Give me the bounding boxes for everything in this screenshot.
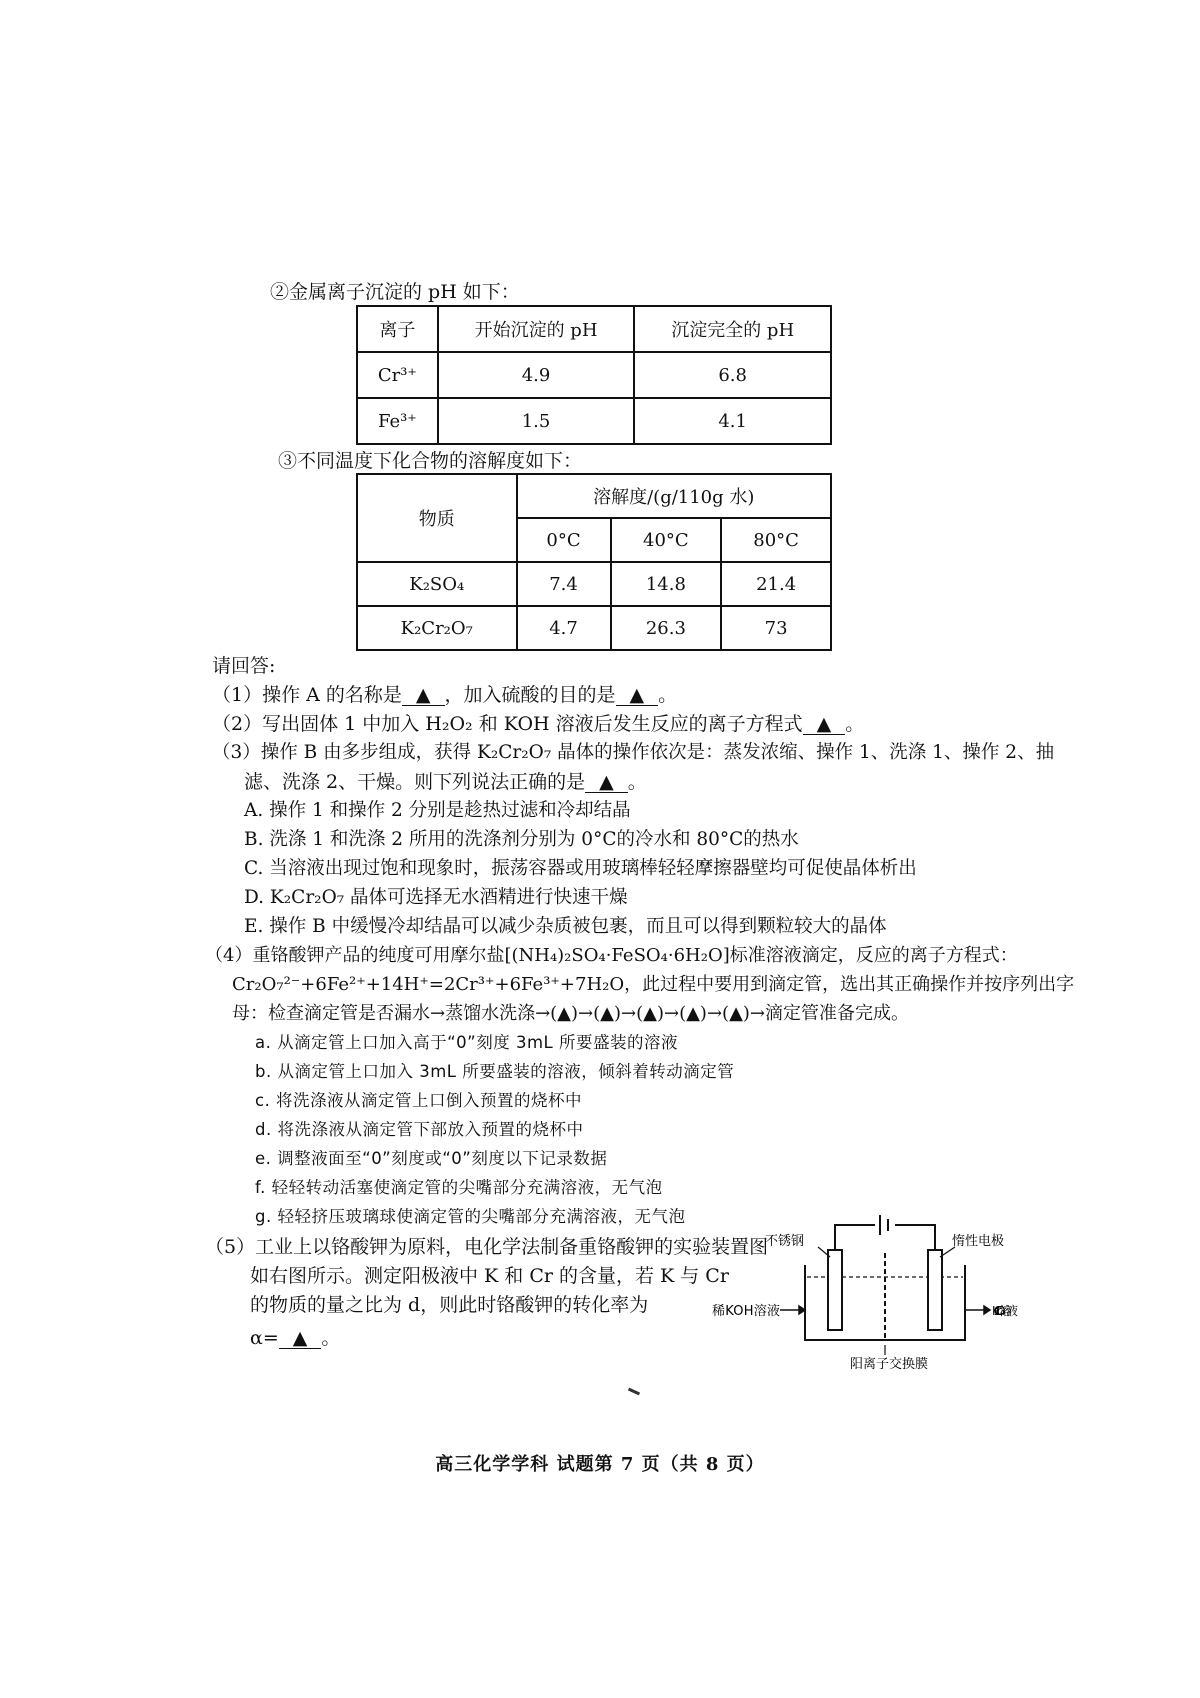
value-cell: 7.4: [517, 562, 611, 606]
question-1-text-c: 。: [658, 684, 678, 706]
battery-icon: [835, 1215, 935, 1257]
ion-cell: Cr³⁺: [357, 352, 438, 398]
ion-cell: Fe³⁺: [357, 398, 438, 444]
table-row: [357, 398, 831, 444]
outflow-arrow-icon: [965, 1306, 990, 1314]
question-5-line-4: [250, 1325, 340, 1351]
value-cell: 21.4: [721, 562, 831, 606]
header-substance: 物质: [357, 474, 517, 562]
header-temp: 40°C: [611, 518, 722, 562]
right-solution-label: K₂CrO₄溶液: [992, 1304, 1018, 1318]
option-b: b. 从滴定管上口加入 3mL 所要盛装的溶液，倾斜着转动滴定管: [255, 1062, 735, 1081]
option-g: g. 轻轻挤压玻璃球使滴定管的尖嘴部分充满溶液，无气泡: [255, 1207, 686, 1226]
left-electrode-label: 不锈钢: [765, 1234, 805, 1249]
question-3-line-2: [244, 769, 647, 795]
option-d: D. K₂Cr₂O₇ 晶体可选择无水酒精进行快速干燥: [244, 887, 628, 908]
header-ion: 离子: [357, 306, 438, 352]
stray-mark: [628, 1388, 640, 1396]
table-row: [357, 352, 831, 398]
header-temp: 0°C: [517, 518, 611, 562]
answer-blank[interactable]: ▲: [402, 685, 445, 706]
question-1-text-a: （1）操作 A 的名称是: [212, 684, 402, 706]
answer-blank[interactable]: ▲: [279, 1328, 322, 1349]
inflow-arrow-icon: [780, 1306, 805, 1314]
question-3-text-a: 滤、洗涤 2、干燥。则下列说法正确的是: [244, 771, 586, 793]
value-cell: 14.8: [611, 562, 722, 606]
option-b: B. 洗涤 1 和洗涤 2 所用的洗涤剂分别为 0°C的冷水和 80°C的热水: [244, 829, 799, 850]
answer-prompt: 请回答:: [212, 655, 276, 677]
option-e: E. 操作 B 中缓慢冷却结晶可以减少杂质被包裹，而且可以得到颗粒较大的晶体: [244, 916, 887, 937]
header-start-ph: 开始沉淀的 pH: [438, 306, 635, 352]
question-1: [212, 682, 677, 708]
answer-blank[interactable]: ▲: [803, 714, 846, 735]
question-4-line-1: （4）重铬酸钾产品的纯度可用摩尔盐[(NH₄)₂SO₄·FeSO₄·6H₂O]标准溶液滴定，反应的离子方程式：: [205, 945, 1018, 966]
question-4-line-3: 母：检查滴定管是否漏水→蒸馏水洗涤→(▲)→(▲)→(▲)→(▲)→(▲)→滴定管准备完成。: [232, 1003, 910, 1024]
table2-intro: ②金属离子沉淀的 pH 如下：: [270, 281, 520, 303]
complete-ph-cell: 6.8: [634, 352, 831, 398]
option-a: a. 从滴定管上口加入高于“0”刻度 3mL 所要盛装的溶液: [255, 1033, 678, 1052]
inert-electrode-icon: [928, 1250, 942, 1330]
question-4-line-2: Cr₂O₇²⁻+6Fe²⁺+14H⁺=2Cr³⁺+6Fe³⁺+7H₂O，此过程中要用到滴定管，选出其正确操作并按序列出字: [232, 974, 1075, 995]
question-2-text-b: 。: [845, 713, 865, 735]
question-2: [212, 711, 864, 737]
membrane-label: 阳离子交换膜: [850, 1357, 929, 1372]
question-3-text-b: 。: [627, 771, 647, 793]
stainless-steel-electrode-icon: [828, 1250, 842, 1330]
electrolysis-diagram: [712, 1205, 1020, 1375]
right-electrode-label: 惰性电极: [952, 1234, 1005, 1249]
substance-cell: K₂Cr₂O₇: [357, 606, 517, 650]
option-c: c. 将洗涤液从滴定管上口倒入预置的烧杯中: [255, 1091, 583, 1110]
value-cell: 73: [721, 606, 831, 650]
complete-ph-cell: 4.1: [634, 398, 831, 444]
question-3-line-1: （3）操作 B 由多步组成，获得 K₂Cr₂O₇ 晶体的操作依次是：蒸发浓缩、操作 1、洗涤 1、操作 2、抽: [212, 742, 1055, 763]
value-cell: 4.7: [517, 606, 611, 650]
header-complete-ph: 沉淀完全的 pH: [634, 306, 831, 352]
answer-blank[interactable]: ▲: [585, 772, 628, 793]
alpha-label: α=: [250, 1327, 279, 1349]
question-5-line-2: 如右图所示。测定阳极液中 K 和 Cr 的含量，若 K 与 Cr: [250, 1265, 729, 1287]
start-ph-cell: 4.9: [438, 352, 635, 398]
value-cell: 26.3: [611, 606, 722, 650]
left-solution-label: 稀KOH溶液: [712, 1304, 780, 1319]
question-2-text-a: （2）写出固体 1 中加入 H₂O₂ 和 KOH 溶液后发生反应的离子方程式: [212, 713, 803, 735]
question-5-text-end: 。: [321, 1327, 341, 1349]
option-e: e. 调整液面至“0”刻度或“0”刻度以下记录数据: [255, 1149, 608, 1168]
header-solubility: 溶解度/(g/110g 水): [517, 474, 831, 518]
answer-blank[interactable]: ▲: [616, 685, 659, 706]
question-1-text-b: ，加入硫酸的目的是: [444, 684, 616, 706]
option-f: f. 轻轻转动活塞使滴定管的尖嘴部分充满溶液，无气泡: [255, 1178, 663, 1197]
table-row: [357, 606, 831, 650]
precipitation-ph-table: [356, 305, 832, 445]
table3-intro: ③不同温度下化合物的溶解度如下：: [278, 450, 583, 472]
table-header-row: [357, 306, 831, 352]
table-header-row: [357, 474, 831, 518]
option-a: A. 操作 1 和操作 2 分别是趁热过滤和冷却结晶: [244, 800, 631, 821]
table-row: [357, 562, 831, 606]
question-5-line-3: 的物质的量之比为 d，则此时铬酸钾的转化率为: [250, 1294, 649, 1316]
substance-cell: K₂SO₄: [357, 562, 517, 606]
question-5-line-1: （5）工业上以铬酸钾为原料，电化学法制备重铬酸钾的实验装置图: [205, 1236, 769, 1258]
start-ph-cell: 1.5: [438, 398, 635, 444]
header-temp: 80°C: [721, 518, 831, 562]
option-d: d. 将洗涤液从滴定管下部放入预置的烧杯中: [255, 1120, 584, 1139]
page-footer: 高三化学学科 试题第 7 页（共 8 页）: [435, 1454, 765, 1475]
solubility-table: [356, 473, 832, 651]
option-c: C. 当溶液出现过饱和现象时，振荡容器或用玻璃棒轻轻摩擦器壁均可促使晶体析出: [244, 858, 917, 879]
